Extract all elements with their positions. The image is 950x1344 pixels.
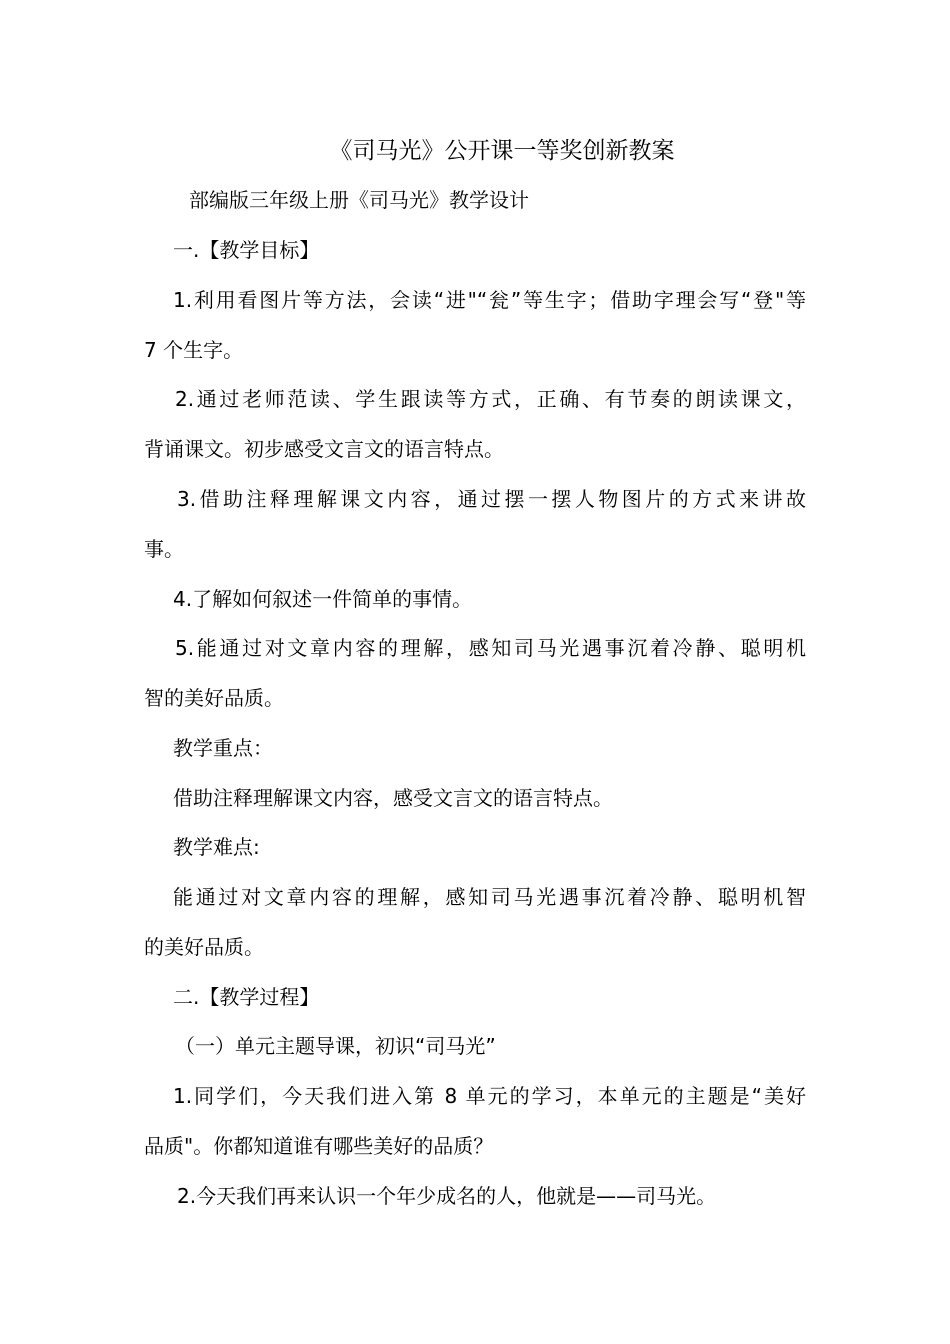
goal-4: 4.了解如何叙述一件简单的事情。 (173, 587, 473, 611)
difficulty-line-1: 能通过对文章内容的理解，感知司马光遇事沉着冷静、聪明机智 (173, 885, 806, 909)
goal-3-line-1: 3.借助注释理解课文内容，通过摆一摆人物图片的方式来讲故 (177, 487, 806, 511)
goal-5-line-2: 智的美好品质。 (144, 686, 284, 710)
step-1-line-1: 1.同学们，今天我们进入第 8 单元的学习，本单元的主题是“美好 (173, 1084, 806, 1108)
goal-1-line-2: 7 个生字。 (144, 338, 244, 362)
section-heading-teaching-goals: 一.【教学目标】 (173, 238, 320, 262)
goal-2-line-1: 2.通过老师范读、学生跟读等方式，正确、有节奏的朗读课文， (175, 387, 806, 411)
difficulty-label: 教学难点: (173, 835, 260, 859)
part-1-heading: （一）单元主题导课，初识“司马光” (175, 1034, 496, 1058)
document-title: 《司马光》公开课一等奖创新教案 (329, 138, 675, 164)
goal-1-line-1: 1.利用看图片等方法，会读“进"“瓮”等生字；借助字理会写“登"等 (173, 288, 806, 312)
step-1-line-2: 品质"。你都知道谁有哪些美好的品质？ (144, 1134, 494, 1158)
section-heading-teaching-process: 二.【教学过程】 (173, 985, 320, 1009)
difficulty-line-2: 的美好品质。 (144, 935, 264, 959)
key-point-text: 借助注释理解课文内容，感受文言文的语言特点。 (173, 786, 613, 810)
goal-3-line-2: 事。 (144, 537, 184, 561)
document-subtitle: 部编版三年级上册《司马光》教学设计 (189, 188, 529, 212)
step-2: 2.今天我们再来认识一个年少成名的人，他就是——司马光。 (177, 1184, 717, 1208)
goal-2-line-2: 背诵课文。初步感受文言文的语言特点。 (144, 437, 504, 461)
key-point-label: 教学重点： (173, 736, 273, 760)
goal-5-line-1: 5.能通过对文章内容的理解，感知司马光遇事沉着冷静、聪明机 (175, 636, 806, 660)
